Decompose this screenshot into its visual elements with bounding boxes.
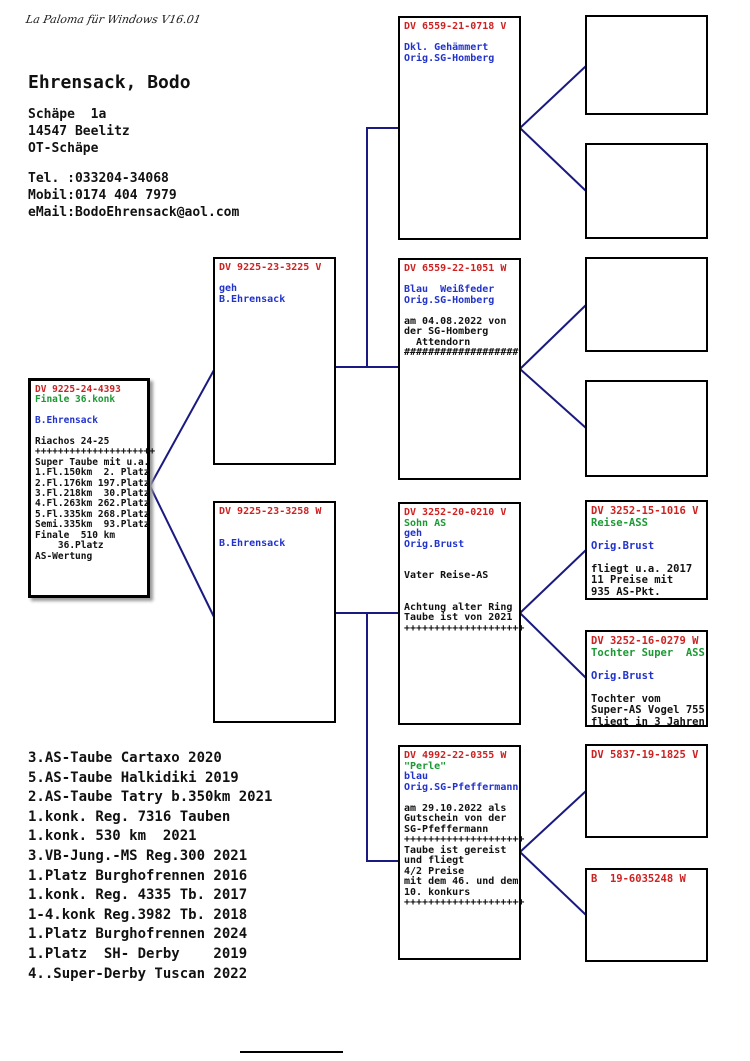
pedigree-box-sire-sire[interactable] bbox=[398, 16, 521, 240]
text-line: ++++++++++++++++++++ bbox=[404, 897, 525, 908]
pedigree-box-subject[interactable] bbox=[28, 378, 156, 598]
text-line: +++++++++++++++++++++ bbox=[35, 446, 156, 458]
text-line: der SG-Homberg bbox=[404, 326, 489, 337]
text-line: Tel. :033204-34068 bbox=[28, 171, 169, 186]
pedigree-box-dam-sire-dam[interactable] bbox=[585, 630, 708, 727]
pedigree-box-sire-dam[interactable] bbox=[398, 258, 521, 480]
text-line: 1-4.konk Reg.3982 Tb. 2018 bbox=[28, 906, 248, 923]
text-line: und fliegt bbox=[404, 855, 465, 866]
text-line: 2.Fl.176km 197.Platz bbox=[35, 477, 150, 489]
connector-sire-dam-to-parents bbox=[520, 305, 586, 428]
text-line: ++++++++++++++++++++ bbox=[404, 834, 525, 845]
text-line: 3.Fl.218km 30.Platz bbox=[35, 488, 150, 500]
text-line: 1.konk. 530 km 2021 bbox=[28, 828, 197, 845]
text-line: Orig.SG-Homberg bbox=[404, 52, 495, 64]
text-line: 11 Preise mit bbox=[591, 574, 674, 586]
text-line: ++++++++++++++++++++ bbox=[404, 622, 525, 634]
page-bottom-line-fragment bbox=[240, 1051, 343, 1053]
text-line: Riachos 24-25 bbox=[35, 436, 110, 448]
pedigree-box-dam-dam-dam[interactable] bbox=[585, 868, 708, 962]
connector-sire-sire-to-parents bbox=[520, 66, 586, 191]
text-line: 935 AS-Pkt. bbox=[591, 585, 661, 598]
text-line bbox=[591, 659, 704, 671]
text-line: fliegt u.a. 2017 bbox=[591, 562, 693, 575]
text-line: geh bbox=[404, 528, 423, 539]
text-line bbox=[404, 550, 517, 561]
text-line: Tochter vom bbox=[591, 692, 661, 705]
text-line: Schäpe 1a bbox=[28, 107, 107, 122]
pedigree-box-dam-dam-sire[interactable] bbox=[585, 744, 708, 838]
text-line: SG-Pfeffermann bbox=[404, 823, 489, 835]
text-line: Gutschein von der bbox=[404, 813, 507, 824]
text-line: am 04.08.2022 von bbox=[404, 315, 507, 327]
text-line: Dkl. Gehämmert bbox=[404, 42, 489, 53]
owner-address bbox=[28, 106, 130, 157]
text-line: "Perle" bbox=[404, 760, 447, 772]
text-line: 5.Fl.335km 268.Platz bbox=[35, 508, 150, 520]
text-line bbox=[591, 682, 704, 694]
text-line: mit dem 46. und dem bbox=[404, 876, 519, 887]
ring-number: DV 9225-23-3225 V bbox=[219, 262, 322, 273]
pedigree-box-sire-sire-sire-empty[interactable] bbox=[585, 15, 708, 115]
text-line: Finale 36.konk bbox=[35, 394, 116, 406]
ring-number: DV 6559-22-1051 W bbox=[404, 263, 507, 274]
text-line: 4..Super-Derby Tuscan 2022 bbox=[28, 965, 248, 982]
text-line: Orig.Brust bbox=[404, 538, 465, 550]
text-line: 10. konkurs bbox=[404, 886, 471, 898]
text-line: 1.Platz Burghofrennen 2024 bbox=[28, 926, 248, 943]
text-line bbox=[404, 793, 517, 804]
text-line: Mobil:0174 404 7979 bbox=[28, 188, 177, 203]
ring-number: B 19-6035248 W bbox=[591, 873, 686, 885]
text-line: Sohn AS bbox=[404, 517, 447, 529]
text-line bbox=[404, 306, 517, 317]
pedigree-box-dam-sire-sire[interactable] bbox=[585, 500, 708, 600]
text-line: 3.VB-Jung.-MS Reg.300 2021 bbox=[28, 847, 248, 864]
text-line: B.Ehrensack bbox=[35, 415, 98, 427]
pedigree-box-sire[interactable] bbox=[213, 257, 336, 465]
text-line: Orig.SG-Pfeffermann bbox=[404, 781, 519, 793]
text-line: Tochter Super ASS bbox=[591, 646, 705, 659]
text-line: Achtung alter Ring bbox=[404, 601, 513, 613]
text-line: Orig.Brust bbox=[591, 669, 655, 682]
text-line: eMail:BodoEhrensack@aol.com bbox=[28, 205, 240, 220]
connector-dam-dam-to-parents bbox=[520, 791, 586, 915]
pedigree-box-dam[interactable] bbox=[213, 501, 336, 723]
text-line: 36.Platz bbox=[35, 540, 104, 552]
ring-number: DV 3252-20-0210 V bbox=[404, 507, 507, 518]
text-line: Vater Reise-AS bbox=[404, 570, 489, 581]
text-line: 3.AS-Taube Cartaxo 2020 bbox=[28, 750, 222, 766]
pedigree-box-dam-dam[interactable] bbox=[398, 745, 525, 960]
text-line: Taube ist gereist bbox=[404, 844, 507, 856]
text-line: Reise-ASS bbox=[591, 516, 648, 529]
text-line: 5.AS-Taube Halkidiki 2019 bbox=[28, 769, 239, 786]
text-line: Orig.Brust bbox=[591, 539, 655, 552]
text-line: Orig.SG-Homberg bbox=[404, 294, 495, 306]
text-line: Attendorn bbox=[404, 336, 471, 348]
text-line: Semi.335km 93.Platz bbox=[35, 519, 150, 531]
text-line: 4/2 Preise bbox=[404, 865, 465, 877]
owner-name: Ehrensack, Bodo bbox=[28, 72, 191, 93]
app-logo: La Paloma für Windows V16.01 bbox=[24, 13, 202, 26]
text-line: am 29.10.2022 als bbox=[404, 802, 507, 814]
text-line: 4.Fl.263km 262.Platz bbox=[35, 498, 150, 510]
ring-number: DV 9225-24-4393 bbox=[35, 384, 121, 395]
ring-number: DV 3252-16-0279 W bbox=[591, 635, 699, 647]
text-line: 1.konk. Reg. 7316 Tauben bbox=[28, 808, 231, 825]
text-line: Blau Weißfeder bbox=[404, 284, 495, 295]
text-line: 14547 Beelitz bbox=[28, 124, 130, 139]
pedigree-box-dam-sire[interactable] bbox=[398, 502, 525, 725]
text-line: B.Ehrensack bbox=[219, 293, 286, 305]
owner-contact bbox=[28, 170, 239, 221]
text-line: 1.Platz SH- Derby 2019 bbox=[28, 945, 248, 962]
pedigree-box-sire-dam-sire-empty[interactable] bbox=[585, 257, 708, 352]
achievements-list bbox=[28, 749, 272, 984]
text-line bbox=[219, 528, 332, 539]
ring-number: DV 3252-15-1016 V bbox=[591, 505, 699, 517]
ring-number: DV 4992-22-0355 W bbox=[404, 750, 507, 761]
text-line: B.Ehrensack bbox=[219, 537, 286, 549]
text-line bbox=[591, 529, 704, 541]
text-line: 1.konk. Reg. 4335 Tb. 2017 bbox=[28, 887, 248, 904]
text-line bbox=[404, 582, 517, 593]
text-line: ################### bbox=[404, 347, 519, 358]
connector-dam-sire-to-parents bbox=[520, 550, 586, 678]
text-line bbox=[404, 592, 517, 603]
text-line bbox=[591, 552, 704, 564]
connector-dam-to-parents bbox=[335, 613, 399, 861]
text-line: AS-Wertung bbox=[35, 550, 93, 562]
text-line: Taube ist von 2021 bbox=[404, 612, 513, 623]
text-line: OT-Schäpe bbox=[28, 141, 99, 156]
text-line: 1.Platz Burghofrennen 2016 bbox=[28, 867, 248, 884]
ring-number: DV 5837-19-1825 V bbox=[591, 749, 699, 761]
ring-number: DV 6559-21-0718 V bbox=[404, 21, 507, 32]
pedigree-box-sire-dam-dam-empty[interactable] bbox=[585, 380, 708, 477]
text-line: fliegt in 3 Jahren bbox=[591, 715, 705, 728]
text-line: Finale 510 km bbox=[35, 529, 116, 541]
text-line: blau bbox=[404, 771, 429, 782]
pedigree-box-sire-sire-dam-empty[interactable] bbox=[585, 143, 708, 239]
connector-sire-to-parents bbox=[335, 128, 399, 367]
text-line: 1.Fl.150km 2. Platz bbox=[35, 467, 150, 479]
text-line: 2.AS-Taube Tatry b.350km 2021 bbox=[28, 789, 273, 806]
text-line: geh bbox=[219, 283, 238, 294]
text-line: Super Taube mit u.a. bbox=[35, 456, 150, 468]
ring-number: DV 9225-23-3258 W bbox=[219, 506, 322, 517]
text-line: Super-AS Vogel 755 bbox=[591, 704, 705, 716]
connector-subject-to-parents bbox=[150, 370, 214, 617]
text-line bbox=[219, 518, 332, 529]
